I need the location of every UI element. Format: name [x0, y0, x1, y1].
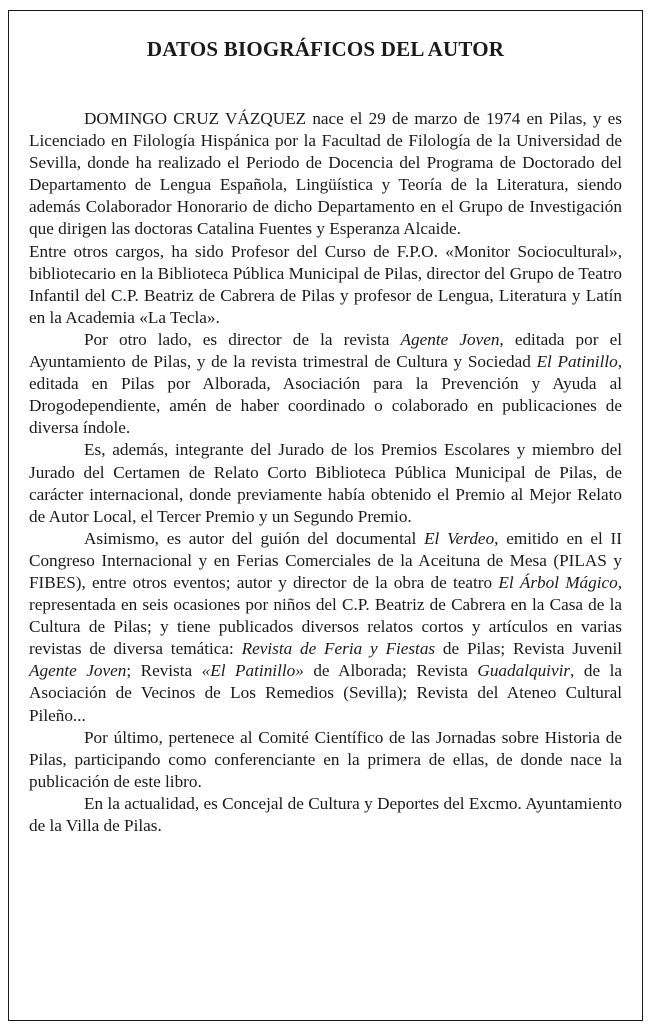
text-segment: DOMINGO CRUZ VÁZQUEZ nace el 29 de marzo de 1974 en Pilas, y es Licenciado en Filología Hispánica por la Facultad de Filología de la Universidad de Sevilla, donde ha realizado el Periodo de Docencia del Programa de Doctorado del Departamento de Lengua Española, Lingüística y Teoría de la Literatura, siendo además Colaborador Honorario de dicho Departamento en el Grupo de Investigación que dirigen las doctoras Catalina Fuentes y Esperanza Alcaide. [29, 109, 622, 239]
italic-title-segment: El Patinillo [536, 352, 618, 372]
biography-paragraph [29, 241, 622, 329]
text-segment: , editada en Pilas por Alborada, Asociación para la Prevención y Ayuda al Drogodependiente, amén de haber coordinado o colaborado en publicaciones de diversa índole. [29, 352, 623, 438]
text-segment: , editada por el Ayuntamiento de Pilas, y de la revista trimestral de Cultura y Sociedad [29, 329, 622, 372]
biography-body [29, 108, 622, 837]
text-segment: Asimismo, es autor del guión del documental [84, 528, 425, 548]
text-segment: , representada en seis ocasiones por niños del C.P. Beatriz de Cabrera en la Casa de la Cultura de Pilas; y tiene publicados diversos relatos cortos y artículos en varias revistas de diversa temática: [29, 572, 622, 659]
biography-paragraph [29, 108, 622, 241]
text-segment: ; Revista [126, 661, 202, 681]
biography-paragraph [29, 439, 622, 527]
text-segment: En la actualidad, es Concejal de Cultura y Deportes del Excmo. Ayuntamiento de la Villa de Pilas. [29, 793, 622, 835]
italic-title-segment: Guadalquivir [477, 661, 571, 681]
biography-paragraph [29, 727, 622, 793]
text-segment: Es, además, integrante del Jurado de los Premios Escolares y miembro del Jurado del Certamen de Relato Corto Biblioteca Pública Municipal de Pilas, de carácter internacional, donde previamente había obtenido el Premio al Mejor Relato de Autor Local, el Tercer Premio y un Segundo Premio. [29, 440, 622, 526]
text-segment: Entre otros cargos, ha sido Profesor del Curso de F.P.O. «Monitor Sociocultural», bibliotecario en la Biblioteca Pública Municipal de Pilas, director del Grupo de Teatro Infantil del C.P. Beatriz de Cabrera de Pilas y profesor de Lengua, Literatura y Latín en la Academia «La Tecla». [29, 241, 622, 327]
text-segment: de Alborada; Revista [303, 661, 478, 681]
italic-title-segment: Agente Joven [400, 329, 500, 349]
biography-paragraph [29, 528, 622, 727]
text-segment: , emitido en el II Congreso Internacional y en Ferias Comerciales de la Aceituna de Mesa (PILAS y FIBES), entre otros eventos; autor y director de la obra de teatro [29, 528, 622, 592]
text-segment: Por último, pertenece al Comité Científico de las Jornadas sobre Historia de Pilas, participando como conferenciante en la primera de ellas, de donde nace la publicación de este libro. [29, 727, 622, 791]
italic-title-segment: El Árbol Mágico [498, 572, 618, 592]
page-frame [8, 10, 643, 1021]
italic-title-segment: Revista de Feria y Fiestas [241, 639, 436, 659]
italic-title-segment: «El Patinillo» [201, 661, 304, 681]
biography-paragraph [29, 793, 622, 837]
text-segment: Por otro lado, es director de la revista [84, 329, 401, 349]
biography-paragraph [29, 329, 622, 439]
text-segment: , de la Asociación de Vecinos de Los Remedios (Sevilla); Revista del Ateneo Cultural Pileño... [29, 661, 622, 725]
italic-title-segment: El Verdeo [424, 528, 495, 548]
text-segment: de Pilas; Revista Juvenil [435, 639, 622, 659]
page-title: DATOS BIOGRÁFICOS DEL AUTOR [146, 37, 505, 61]
italic-title-segment: Agente Joven [29, 661, 127, 681]
